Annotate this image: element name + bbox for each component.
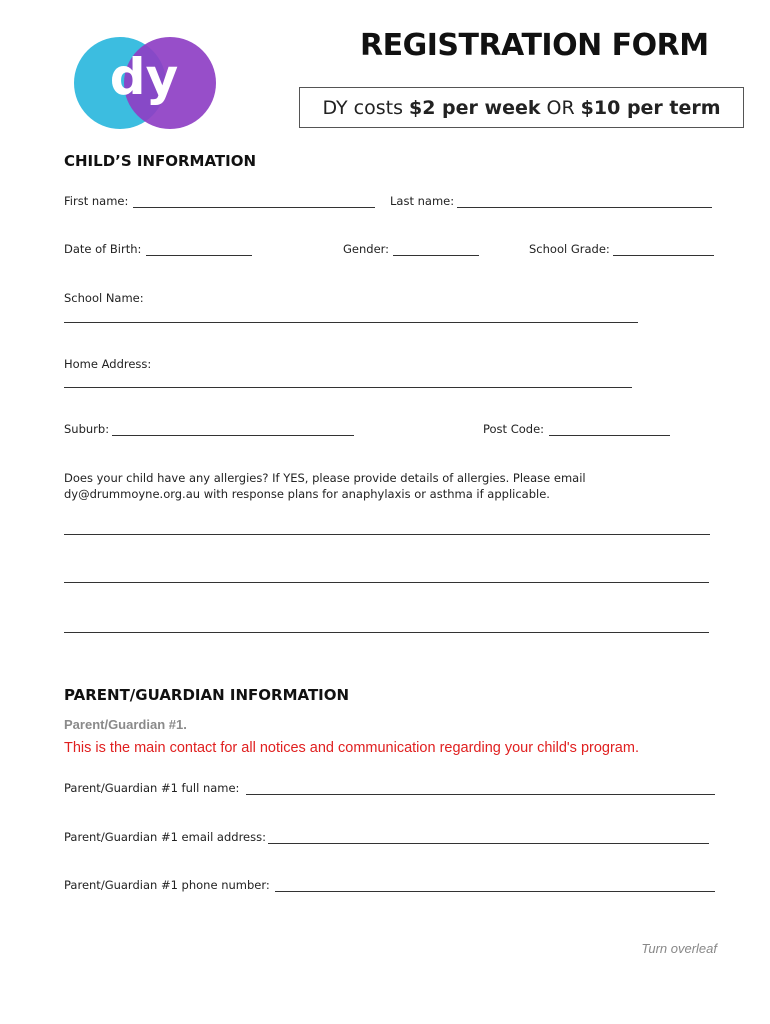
- parent-email-field[interactable]: [268, 843, 709, 844]
- child-heading: CHILD’S INFORMATION: [64, 152, 257, 170]
- parent-phone-field[interactable]: [275, 891, 715, 892]
- allergy-question-line1: Does your child have any allergies? If YES, please provide details of allergies. Please email: [64, 471, 586, 485]
- first-name-label: First name:: [64, 194, 129, 208]
- logo-text: dy: [109, 48, 179, 106]
- dob-label: Date of Birth:: [64, 242, 142, 256]
- cost-or: OR: [546, 96, 575, 119]
- cost-box: [299, 87, 744, 128]
- grade-field[interactable]: [613, 255, 714, 256]
- last-name-label: Last name:: [390, 194, 455, 208]
- dob-field[interactable]: [146, 255, 252, 256]
- cost-week: $2 per week: [409, 96, 541, 119]
- school-name-field[interactable]: [64, 322, 638, 323]
- allergy-details-field-1[interactable]: [64, 534, 710, 535]
- cost-term: $10 per term: [580, 96, 721, 119]
- allergy-details-field-2[interactable]: [64, 582, 709, 583]
- allergy-question-line2: dy@drummoyne.org.au with response plans for anaphylaxis or asthma if applicable.: [64, 487, 550, 501]
- suburb-field[interactable]: [112, 435, 354, 436]
- parent-subheading: Parent/Guardian #1.: [64, 717, 187, 732]
- turn-overleaf-note: Turn overleaf: [641, 941, 717, 956]
- postcode-label: Post Code:: [483, 422, 545, 436]
- cost-prefix: DY costs: [322, 96, 403, 119]
- grade-label: School Grade:: [529, 242, 610, 256]
- gender-field[interactable]: [393, 255, 479, 256]
- main-contact-note: This is the main contact for all notices and communication regarding your child's program.: [64, 740, 639, 756]
- allergy-details-field-3[interactable]: [64, 632, 709, 633]
- postcode-field[interactable]: [549, 435, 670, 436]
- home-address-label: Home Address:: [64, 357, 152, 371]
- parent-heading: PARENT/GUARDIAN INFORMATION: [64, 686, 350, 704]
- parent-email-label: Parent/Guardian #1 email address:: [64, 830, 266, 844]
- first-name-field[interactable]: [133, 207, 375, 208]
- parent-name-field[interactable]: [246, 794, 715, 795]
- last-name-field[interactable]: [457, 207, 712, 208]
- suburb-label: Suburb:: [64, 422, 110, 436]
- school-name-label: School Name:: [64, 291, 144, 305]
- dy-logo: [70, 36, 218, 130]
- home-address-field[interactable]: [64, 387, 632, 388]
- parent-name-label: Parent/Guardian #1 full name:: [64, 781, 240, 795]
- form-title: REGISTRATION FORM: [360, 28, 709, 63]
- parent-phone-label: Parent/Guardian #1 phone number:: [64, 878, 270, 892]
- gender-label: Gender:: [343, 242, 390, 256]
